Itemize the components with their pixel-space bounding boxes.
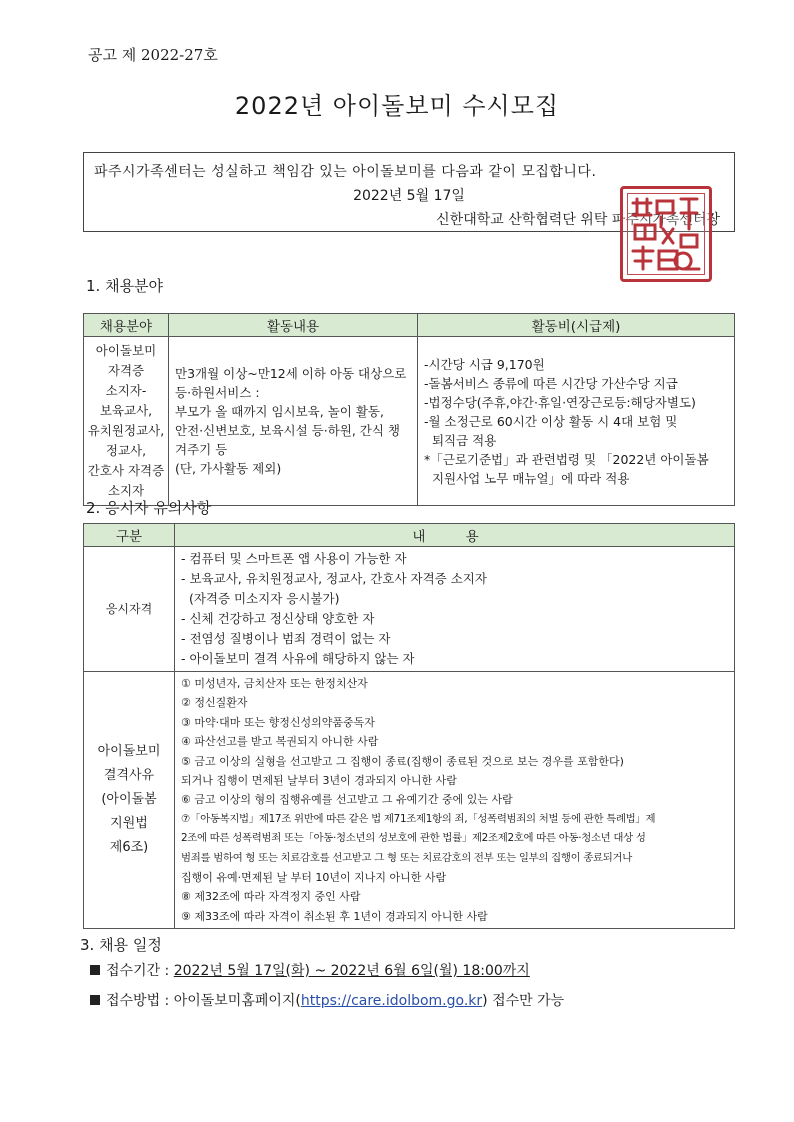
- pay-line: -법정수당(주휴,야간·휴일·연장근로등:해당자별도): [424, 394, 696, 410]
- list-item: 되거나 집행이 면제된 날부터 3년이 경과되지 아니한 사람: [181, 774, 457, 788]
- list-item: ⑥ 금고 이상의 형의 집행유예를 선고받고 그 유예기간 중에 있는 사람: [181, 793, 513, 807]
- category-line: 보육교사,: [99, 403, 153, 418]
- square-bullet-icon: [90, 995, 100, 1005]
- intro-date: 2022년 5월 17일: [353, 188, 465, 204]
- category-line: 정교사,: [105, 443, 147, 458]
- intro-text: 파주시가족센터는 성실하고 책임감 있는 아이돌보미를 다음과 같이 모집합니다.: [94, 164, 597, 180]
- category-line: 간호사 자격증: [87, 463, 165, 478]
- section-heading-schedule: 3. 채용 일정: [80, 936, 162, 954]
- list-item: (자격증 미소지자 응시불가): [181, 591, 340, 606]
- section-heading-applicant-notes: 2. 응시자 유의사항: [86, 499, 212, 517]
- label-line: 제6조): [109, 840, 149, 856]
- table-header: 활동내용: [169, 314, 418, 337]
- intro-organization: 신한대학교 산학협력단 위탁 파주시가족센터장: [436, 212, 720, 228]
- method-label: 접수방법 : 아이돌보미홈페이지(: [106, 993, 301, 1009]
- table-header: 구분: [84, 524, 175, 547]
- pay-line: -돌봄서비스 종류에 따른 시간당 가산수당 지급: [424, 375, 678, 391]
- disqualification-label: [84, 672, 175, 929]
- list-item: ③ 마약·대마 또는 향정신성의약품중독자: [181, 715, 375, 729]
- list-item: - 전염성 질병이나 범죄 경력이 없는 자: [181, 631, 391, 646]
- table-header-row: [84, 524, 735, 547]
- list-item: 범죄를 범하여 형 또는 치료감호를 선고받고 그 형 또는 치료감호의 전부 또는 일부의 집행이 종료되거나: [181, 851, 633, 864]
- method-suffix: ) 접수만 가능: [482, 993, 565, 1009]
- application-method: [90, 990, 564, 1010]
- pay-line: *「근로기준법」과 관련법령 및 「2022년 아이돌봄: [424, 451, 709, 467]
- list-item: ⑧ 제32조에 따라 자격정지 중인 사람: [181, 890, 361, 904]
- table-header: 채용분야: [84, 314, 169, 337]
- category-line: 소지자-: [105, 383, 147, 398]
- qualification-content: [175, 547, 735, 672]
- official-seal-stamp: [620, 186, 712, 282]
- pay-line: -월 소정근로 60시간 이상 활동 시 4대 보험 및: [424, 413, 678, 429]
- list-item: ② 정신질환자: [181, 696, 248, 710]
- list-item: 집행이 유예·면제된 날 부터 10년이 지나지 아니한 사람: [181, 871, 447, 885]
- list-item: ⑦「아동복지법」제17조 위반에 따른 같은 법 제71조제1항의 죄,「성폭력범죄의 처벌 등에 관한 특례법」제: [181, 812, 656, 825]
- homepage-link[interactable]: https://care.idolbom.go.kr: [300, 993, 483, 1009]
- pay-line: -시간당 시급 9,170원: [424, 356, 545, 372]
- category-line: 자격증: [107, 363, 145, 378]
- label-line: (아이돌봄: [101, 792, 157, 808]
- list-item: ① 미성년자, 금치산자 또는 한정치산자: [181, 677, 368, 690]
- list-item: 2조에 따른 성폭력범죄 또는「아동·청소년의 성보호에 관한 법률」제2조제2호에 따른 아동·청소년 대상 성: [181, 832, 646, 845]
- category-line: 유치원정교사,: [87, 423, 165, 438]
- recruitment-field-table: [83, 313, 735, 506]
- table-row: [84, 547, 735, 672]
- table-row: [84, 672, 735, 929]
- table-header: 활동비(시급제): [418, 314, 735, 337]
- activity-line: 안전·신변보호, 보육시설 등·하원, 간식 챙: [175, 423, 400, 438]
- list-item: - 보육교사, 유치원정교사, 정교사, 간호사 자격증 소지자: [181, 571, 487, 586]
- list-item: - 신체 건강하고 정신상태 양호한 자: [181, 611, 375, 626]
- activity-line: 등·하원서비스 :: [175, 385, 260, 400]
- label-line: 아이돌보미: [97, 744, 161, 760]
- qualification-label: 응시자격: [84, 547, 175, 672]
- category-cell: [84, 337, 169, 506]
- square-bullet-icon: [90, 965, 100, 975]
- label-line: 결격사유: [103, 768, 155, 784]
- section-heading-recruitment-field: 1. 채용분야: [86, 277, 164, 295]
- pay-cell: [418, 337, 735, 506]
- pay-line: 퇴직금 적용: [424, 432, 497, 448]
- table-header-row: [84, 314, 735, 337]
- page-title: 2022년 아이돌보미 수시모집: [234, 92, 560, 120]
- list-item: - 컴퓨터 및 스마트폰 앱 사용이 가능한 자: [181, 551, 407, 566]
- list-item: ⑨ 제33조에 따라 자격이 취소된 후 1년이 경과되지 아니한 사람: [181, 909, 488, 923]
- applicant-notes-table: [83, 523, 735, 929]
- table-header: 내 용: [175, 524, 735, 547]
- activity-line: 부모가 올 때까지 임시보육, 놀이 활동,: [175, 404, 384, 419]
- period-label: 접수기간 :: [106, 963, 174, 979]
- pay-line: 지원사업 노무 매뉴얼」에 따라 적용: [424, 470, 630, 486]
- category-line: 소지자: [107, 483, 145, 498]
- list-item: ⑤ 금고 이상의 실형을 선고받고 그 집행이 종료(집행이 종료된 것으로 보는 경우를 포함한다): [181, 754, 624, 768]
- document-number: 공고 제 2022-27호: [88, 46, 218, 64]
- activity-line: (단, 가사활동 제외): [175, 461, 282, 476]
- period-value: 2022년 5월 17일(화) ~ 2022년 6월 6일(월) 18:00까지: [173, 963, 530, 979]
- activity-line: 만3개월 이상~만12세 이하 아동 대상으로: [175, 366, 407, 381]
- list-item: ④ 파산선고를 받고 복권되지 아니한 사람: [181, 735, 379, 749]
- list-item: - 아이돌보미 결격 사유에 해당하지 않는 자: [181, 651, 415, 666]
- activity-line: 겨주기 등: [175, 442, 228, 457]
- activity-cell: [169, 337, 418, 506]
- table-row: [84, 337, 735, 506]
- disqualification-content: [175, 672, 735, 929]
- application-period: [90, 960, 530, 980]
- category-line: 아이돌보미: [95, 343, 157, 358]
- label-line: 지원법: [110, 816, 148, 832]
